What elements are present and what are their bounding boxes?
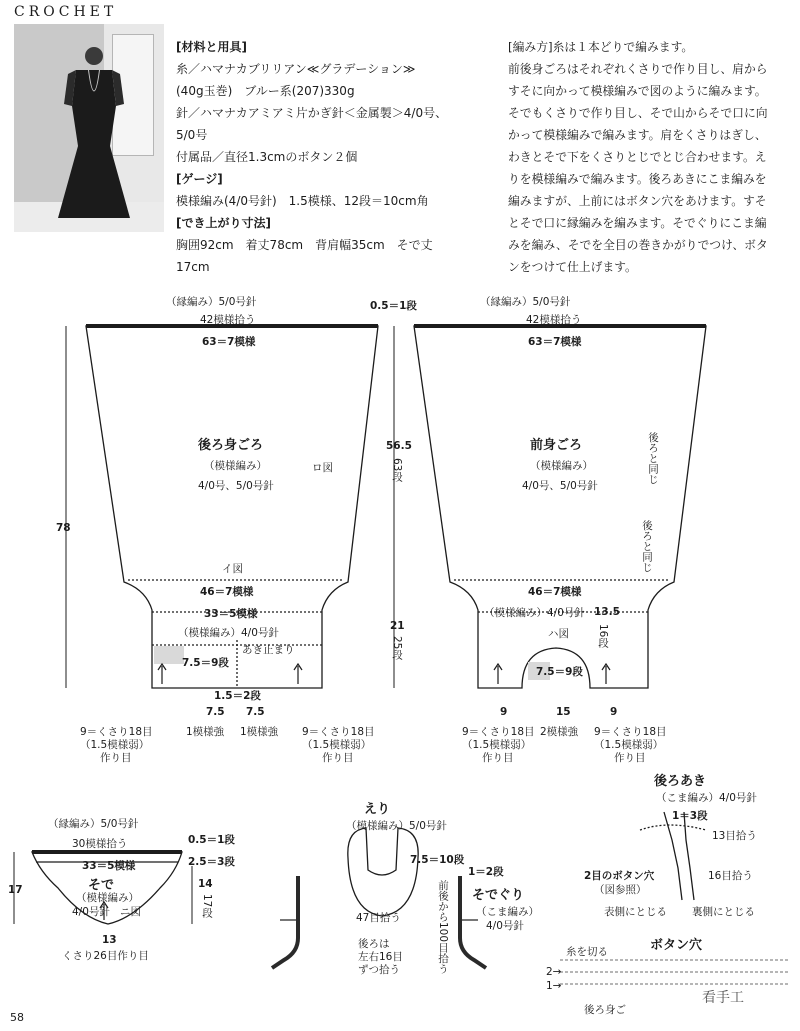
method-line: かって模様編みで編みます。肩をくさりはぎし、 [508, 128, 767, 142]
method-line: [編み方]糸は１本どりで編みます。 [508, 40, 694, 54]
back-opening-pattern: （こま編み）4/0号針 [656, 792, 757, 804]
back-waist-width: 46＝7模様 [200, 586, 254, 598]
method-line: わきとそで下をくさりとじでとじ合わせます。え [508, 150, 767, 164]
size-line: 17cm [176, 260, 210, 274]
foundation-line: 9＝くさり18目 [594, 726, 667, 738]
collar-title: えり [364, 802, 391, 817]
lower-length: 21 [390, 620, 405, 632]
back-opening-pick16: 16目拾う [708, 870, 753, 882]
sleeve-bottom-width: 13 [102, 934, 117, 946]
foundation-line: 作り目 [100, 752, 132, 764]
foundation-line: （1.5模様弱） [302, 739, 372, 751]
collar-note [358, 938, 403, 977]
foundation-line: 作り目 [614, 752, 646, 764]
back-pickup-label: 42模様拾う [200, 314, 256, 326]
size-line: 胸囲92cm 着丈78cm 背肩幅35cm そで丈 [176, 238, 433, 252]
sleeve-needles: 4/0号針 [72, 906, 110, 918]
back-bottom-rows: 1.5＝2段 [214, 690, 261, 702]
back-body-title: 後ろ身ごろ [198, 438, 264, 453]
method-line: そでもくさりで作り目し、そで山からそで口に向 [508, 106, 768, 120]
armhole-title: そでぐり [472, 888, 525, 903]
back-right-foundation [302, 726, 375, 765]
front-right-foundation [594, 726, 667, 765]
back-diagram-ref: イ図 [222, 563, 243, 575]
back-body-needles: 4/0号、5/0号針 [198, 480, 274, 492]
collar-front-note: 前後から100目拾う [437, 880, 449, 974]
method-line: 前後身ごろはそれぞれくさりで作り目し、肩から [508, 62, 768, 76]
method-line: とそで口に縁編みを編みます。そでぐりにこま編 [508, 216, 767, 230]
front-side-a: 9 [500, 706, 508, 718]
size-heading: [でき上がり寸法] [176, 216, 271, 230]
armhole-rows: 1＝2段 [468, 866, 504, 878]
collar-width: 7.5＝10段 [410, 854, 465, 866]
front-hem-pattern: （模様編み）4/0号針 [484, 607, 585, 619]
front-pickup-label: 42模様拾う [526, 314, 582, 326]
page-number: 58 [10, 1011, 24, 1024]
armhole-band-left [272, 876, 298, 968]
back-slit-end: あき止まり [242, 644, 295, 656]
back-mid-a: 1模様強 [186, 726, 225, 738]
buttonhole-row1: 1→ [546, 980, 562, 992]
buttonhole-cut: 糸を切る [566, 946, 608, 958]
front-diagram-ref: ハ図 [548, 628, 569, 640]
foundation-line: 作り目 [482, 752, 514, 764]
front-side-note: 後ろと同じ [647, 432, 659, 485]
materials-heading: [材料と用具] [176, 40, 247, 54]
lower-rows: 25段 [391, 636, 403, 660]
upper-rows: 63段 [391, 458, 403, 482]
front-left-foundation [462, 726, 535, 765]
sleeve-top-width: 33＝5模様 [82, 860, 136, 872]
sleeve-edge-rows: 0.5＝1段 [188, 834, 235, 846]
front-armhole-width: 13.5 [594, 606, 620, 618]
sleeve-edge-label: （縁編み）5/0号針 [48, 818, 139, 830]
back-diagram-ref: ロ図 [312, 462, 333, 474]
front-mid-width: 15 [556, 706, 571, 718]
collar-note-line: 後ろは [358, 938, 390, 950]
buttonhole-pick: 後ろ身ご [584, 1004, 626, 1016]
foundation-line: （1.5模様弱） [462, 739, 532, 751]
materials-line: (40g玉巻) ブルー系(207)330g [176, 84, 355, 98]
sleeve-body-length: 14 [198, 878, 213, 890]
front-edge-label: （縁編み）5/0号針 [480, 296, 571, 308]
sleeve-pickup-label: 30模様拾う [72, 838, 128, 850]
foundation-line: 9＝くさり18目 [462, 726, 535, 738]
front-top-width: 63＝7模様 [528, 336, 582, 348]
back-opening-rows: 1＝3段 [672, 810, 708, 822]
gauge-text: 模様編み(4/0号針) 1.5模様、12段＝10cm角 [176, 194, 429, 208]
watermark-text: 看手工 [702, 990, 744, 1006]
magazine-header: CROCHET [14, 4, 118, 20]
sleeve-diagram-ref: ニ図 [120, 906, 141, 918]
buttonhole-ref: （図参照） [594, 884, 647, 896]
gauge-heading: [ゲージ] [176, 172, 223, 186]
back-split-a: 7.5 [206, 706, 225, 718]
front-side-b: 9 [610, 706, 618, 718]
front-mid-note: 2模様強 [540, 726, 579, 738]
foundation-line: （1.5模様弱） [80, 739, 150, 751]
foundation-line: 9＝くさり18目 [302, 726, 375, 738]
buttonhole-2-label: 2目のボタン穴 [584, 870, 655, 882]
buttonhole-row2: 2→ [546, 966, 562, 978]
collar-pattern: （模様編み）5/0号針 [346, 820, 447, 832]
method-line: みを編み、そでを全目の巻きかがりでつけ、ボタ [508, 238, 768, 252]
armhole-needles: 4/0号針 [486, 920, 524, 932]
sleeve-title: そで [88, 878, 115, 893]
front-body-needles: 4/0号、5/0号針 [522, 480, 598, 492]
sleeve-cuff-rows: 2.5＝3段 [188, 856, 235, 868]
front-body-pattern: （模様編み） [530, 460, 593, 472]
back-slit-height: 7.5＝9段 [182, 657, 229, 669]
method-line: りを模様編みで編みます。後ろあきにこま編みを [508, 172, 767, 186]
back-opening-pick13: 13目拾う [712, 830, 757, 842]
front-armhole-rows: 16段 [597, 624, 609, 648]
back-mid-b: 1模様強 [240, 726, 279, 738]
front-waist-width: 46＝7模様 [528, 586, 582, 598]
back-left-foundation [80, 726, 153, 765]
collar-note-line: 左右16目 [358, 951, 403, 963]
back-split-b: 7.5 [246, 706, 265, 718]
total-height: 78 [56, 522, 71, 534]
foundation-line: 9＝くさり18目 [80, 726, 153, 738]
collar-note-line: ずつ拾う [358, 964, 400, 976]
buttonhole-title: ボタン穴 [650, 938, 703, 953]
materials-line: 5/0号 [176, 128, 208, 142]
collar-outline [348, 828, 418, 916]
outside-seam-note: 表側にとじる [604, 906, 667, 918]
armhole-pattern: （こま編み） [476, 906, 539, 918]
materials-line: 糸／ハマナカブリリアン≪グラデーション≫ [176, 62, 416, 76]
shoulder-rows: 0.5＝1段 [370, 300, 417, 312]
front-neck-height: 7.5＝9段 [536, 666, 583, 678]
back-top-width: 63＝7模様 [202, 336, 256, 348]
back-edge-label: （縁編み）5/0号針 [166, 296, 257, 308]
materials-line: 針／ハマナカアミアミ片かぎ針＜金属製＞4/0号、 [176, 106, 448, 120]
method-line: 編みますが、上前にはボタン穴をあけます。すそ [508, 194, 767, 208]
back-body-pattern: （模様編み） [204, 460, 267, 472]
sleeve-body-rows: 17段 [201, 894, 213, 918]
back-hem-pattern: （模様編み）4/0号針 [178, 627, 279, 639]
method-line: すそに向かって模様編みで図のように編みます。 [508, 84, 767, 98]
method-line: ンをつけて仕上げます。 [508, 260, 637, 274]
back-opening-title: 後ろあき [654, 774, 707, 789]
foundation-line: （1.5模様弱） [594, 739, 664, 751]
foundation-line: 作り目 [322, 752, 354, 764]
collar-pickup: 47目拾う [356, 912, 401, 924]
sleeve-height: 17 [8, 884, 23, 896]
back-hem-width: 33＝5模様 [204, 608, 258, 620]
upper-length: 56.5 [386, 440, 412, 452]
front-body-title: 前身ごろ [530, 438, 583, 453]
sleeve-pattern: （模様編み） [76, 892, 139, 904]
front-side-note: 後ろと同じ [641, 520, 653, 573]
sleeve-chain: くさり26目作り目 [62, 950, 149, 962]
inside-seam-note: 裏側にとじる [692, 906, 755, 918]
materials-line: 付属品／直径1.3cmのボタン２個 [176, 150, 358, 164]
